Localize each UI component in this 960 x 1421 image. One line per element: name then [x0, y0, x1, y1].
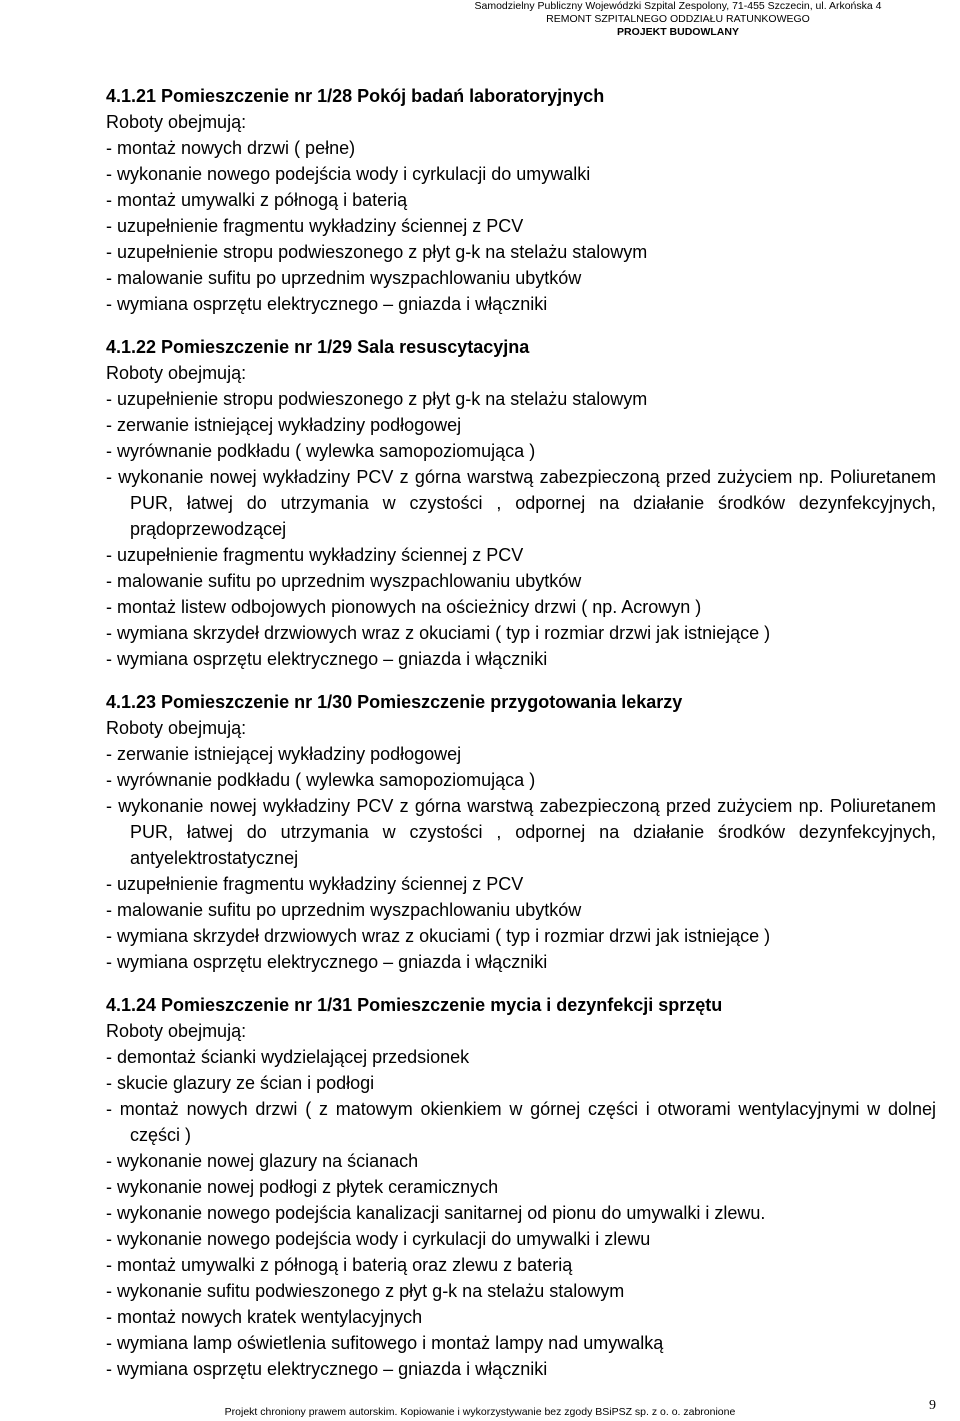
- section-title: 4.1.24 Pomieszczenie nr 1/31 Pomieszczenie mycia i dezynfekcji sprzętu: [106, 995, 723, 1015]
- document-body: [106, 83, 936, 1399]
- work-item: - wymiana skrzydeł drzwiowych wraz z okuciami ( typ i rozmiar drzwi jak istniejące ): [106, 623, 771, 643]
- work-item: - wykonanie nowego podejścia wody i cyrkulacji do umywalki: [106, 164, 591, 184]
- section-title: 4.1.21 Pomieszczenie nr 1/28 Pokój badań laboratoryjnych: [106, 86, 605, 106]
- work-item: - uzupełnienie stropu podwieszonego z płyt g-k na stelażu stalowym: [106, 242, 648, 262]
- work-item: - wykonanie nowej wykładziny PCV z górna warstwą zabezpieczoną przed zużyciem np. Poliuretanem PUR, łatwej do utrzymania w czystości , odpornej na działanie środków dezynfekcyjnych, antyelektrostatycznej: [106, 796, 936, 868]
- work-item: - wymiana lamp oświetlenia sufitowego i montaż lampy nad umywalką: [106, 1333, 664, 1353]
- page-header: [418, 0, 938, 39]
- work-item: - zerwanie istniejącej wykładziny podłogowej: [106, 415, 462, 435]
- work-item: - malowanie sufitu po uprzednim wyszpachlowaniu ubytków: [106, 900, 582, 920]
- section-intro: Roboty obejmują:: [106, 718, 247, 738]
- room-section: [106, 334, 936, 672]
- work-item: - wymiana skrzydeł drzwiowych wraz z okuciami ( typ i rozmiar drzwi jak istniejące ): [106, 926, 771, 946]
- work-item: - wymiana osprzętu elektrycznego – gniazda i włączniki: [106, 649, 548, 669]
- work-item: - wymiana osprzętu elektrycznego – gniazda i włączniki: [106, 294, 548, 314]
- room-section: [106, 992, 936, 1382]
- section-title: 4.1.22 Pomieszczenie nr 1/29 Sala resuscytacyjna: [106, 337, 530, 357]
- work-item: - skucie glazury ze ścian i podłogi: [106, 1073, 375, 1093]
- section-title: 4.1.23 Pomieszczenie nr 1/30 Pomieszczenie przygotowania lekarzy: [106, 692, 683, 712]
- work-item: - wykonanie sufitu podwieszonego z płyt g-k na stelażu stalowym: [106, 1281, 625, 1301]
- work-item: - wykonanie nowego podejścia kanalizacji sanitarnej od pionu do umywalki i zlewu.: [106, 1203, 766, 1223]
- section-intro: Roboty obejmują:: [106, 1021, 247, 1041]
- work-item: - montaż nowych drzwi ( pełne): [106, 138, 356, 158]
- section-intro: Roboty obejmują:: [106, 112, 247, 132]
- work-item: - wymiana osprzętu elektrycznego – gniazda i włączniki: [106, 1359, 548, 1379]
- work-item: - demontaż ścianki wydzielającej przedsionek: [106, 1047, 470, 1067]
- work-item: - montaż umywalki z półnogą i baterią oraz zlewu z baterią: [106, 1255, 573, 1275]
- header-project-type: PROJEKT BUDOWLANY: [617, 26, 739, 38]
- work-item: - montaż nowych kratek wentylacyjnych: [106, 1307, 423, 1327]
- work-item: - uzupełnienie stropu podwieszonego z płyt g-k na stelażu stalowym: [106, 389, 648, 409]
- work-item: - uzupełnienie fragmentu wykładziny ściennej z PCV: [106, 545, 524, 565]
- work-item: - malowanie sufitu po uprzednim wyszpachlowaniu ubytków: [106, 268, 582, 288]
- work-item: - wymiana osprzętu elektrycznego – gniazda i włączniki: [106, 952, 548, 972]
- work-item: - wykonanie nowego podejścia wody i cyrkulacji do umywalki i zlewu: [106, 1229, 651, 1249]
- header-institution: Samodzielny Publiczny Wojewódzki Szpital Zespolony, 71-455 Szczecin, ul. Arkońska 4: [474, 0, 882, 12]
- work-item: - uzupełnienie fragmentu wykładziny ściennej z PCV: [106, 216, 524, 236]
- work-item: - wykonanie nowej podłogi z płytek ceramicznych: [106, 1177, 499, 1197]
- work-item: - wykonanie nowej wykładziny PCV z górna warstwą zabezpieczoną przed zużyciem np. Poliuretanem PUR, łatwej do utrzymania w czystości , odpornej na działanie środków dezynfekcyjnych, prądoprzewodzącej: [106, 467, 936, 539]
- page-number: 9: [929, 1398, 936, 1413]
- work-item: - montaż listew odbojowych pionowych na ościeżnicy drzwi ( np. Acrowyn ): [106, 597, 702, 617]
- room-section: [106, 83, 936, 317]
- work-item: - wykonanie nowej glazury na ścianach: [106, 1151, 419, 1171]
- work-item: - zerwanie istniejącej wykładziny podłogowej: [106, 744, 462, 764]
- work-item: - malowanie sufitu po uprzednim wyszpachlowaniu ubytków: [106, 571, 582, 591]
- room-section: [106, 689, 936, 975]
- work-item: - montaż umywalki z półnogą i baterią: [106, 190, 408, 210]
- work-item: - uzupełnienie fragmentu wykładziny ściennej z PCV: [106, 874, 524, 894]
- work-item: - montaż nowych drzwi ( z matowym okienkiem w górnej części i otworami wentylacyjnymi w dolnej części ): [106, 1099, 936, 1145]
- page-footer: Projekt chroniony prawem autorskim. Kopiowanie i wykorzystywanie bez zgody BSiPSZ sp. z o. o. zabronione: [224, 1406, 736, 1418]
- work-item: - wyrównanie podkładu ( wylewka samopoziomująca ): [106, 441, 536, 461]
- work-item: - wyrównanie podkładu ( wylewka samopoziomująca ): [106, 770, 536, 790]
- header-project-name: REMONT SZPITALNEGO ODDZIAŁU RATUNKOWEGO: [546, 13, 810, 25]
- section-intro: Roboty obejmują:: [106, 363, 247, 383]
